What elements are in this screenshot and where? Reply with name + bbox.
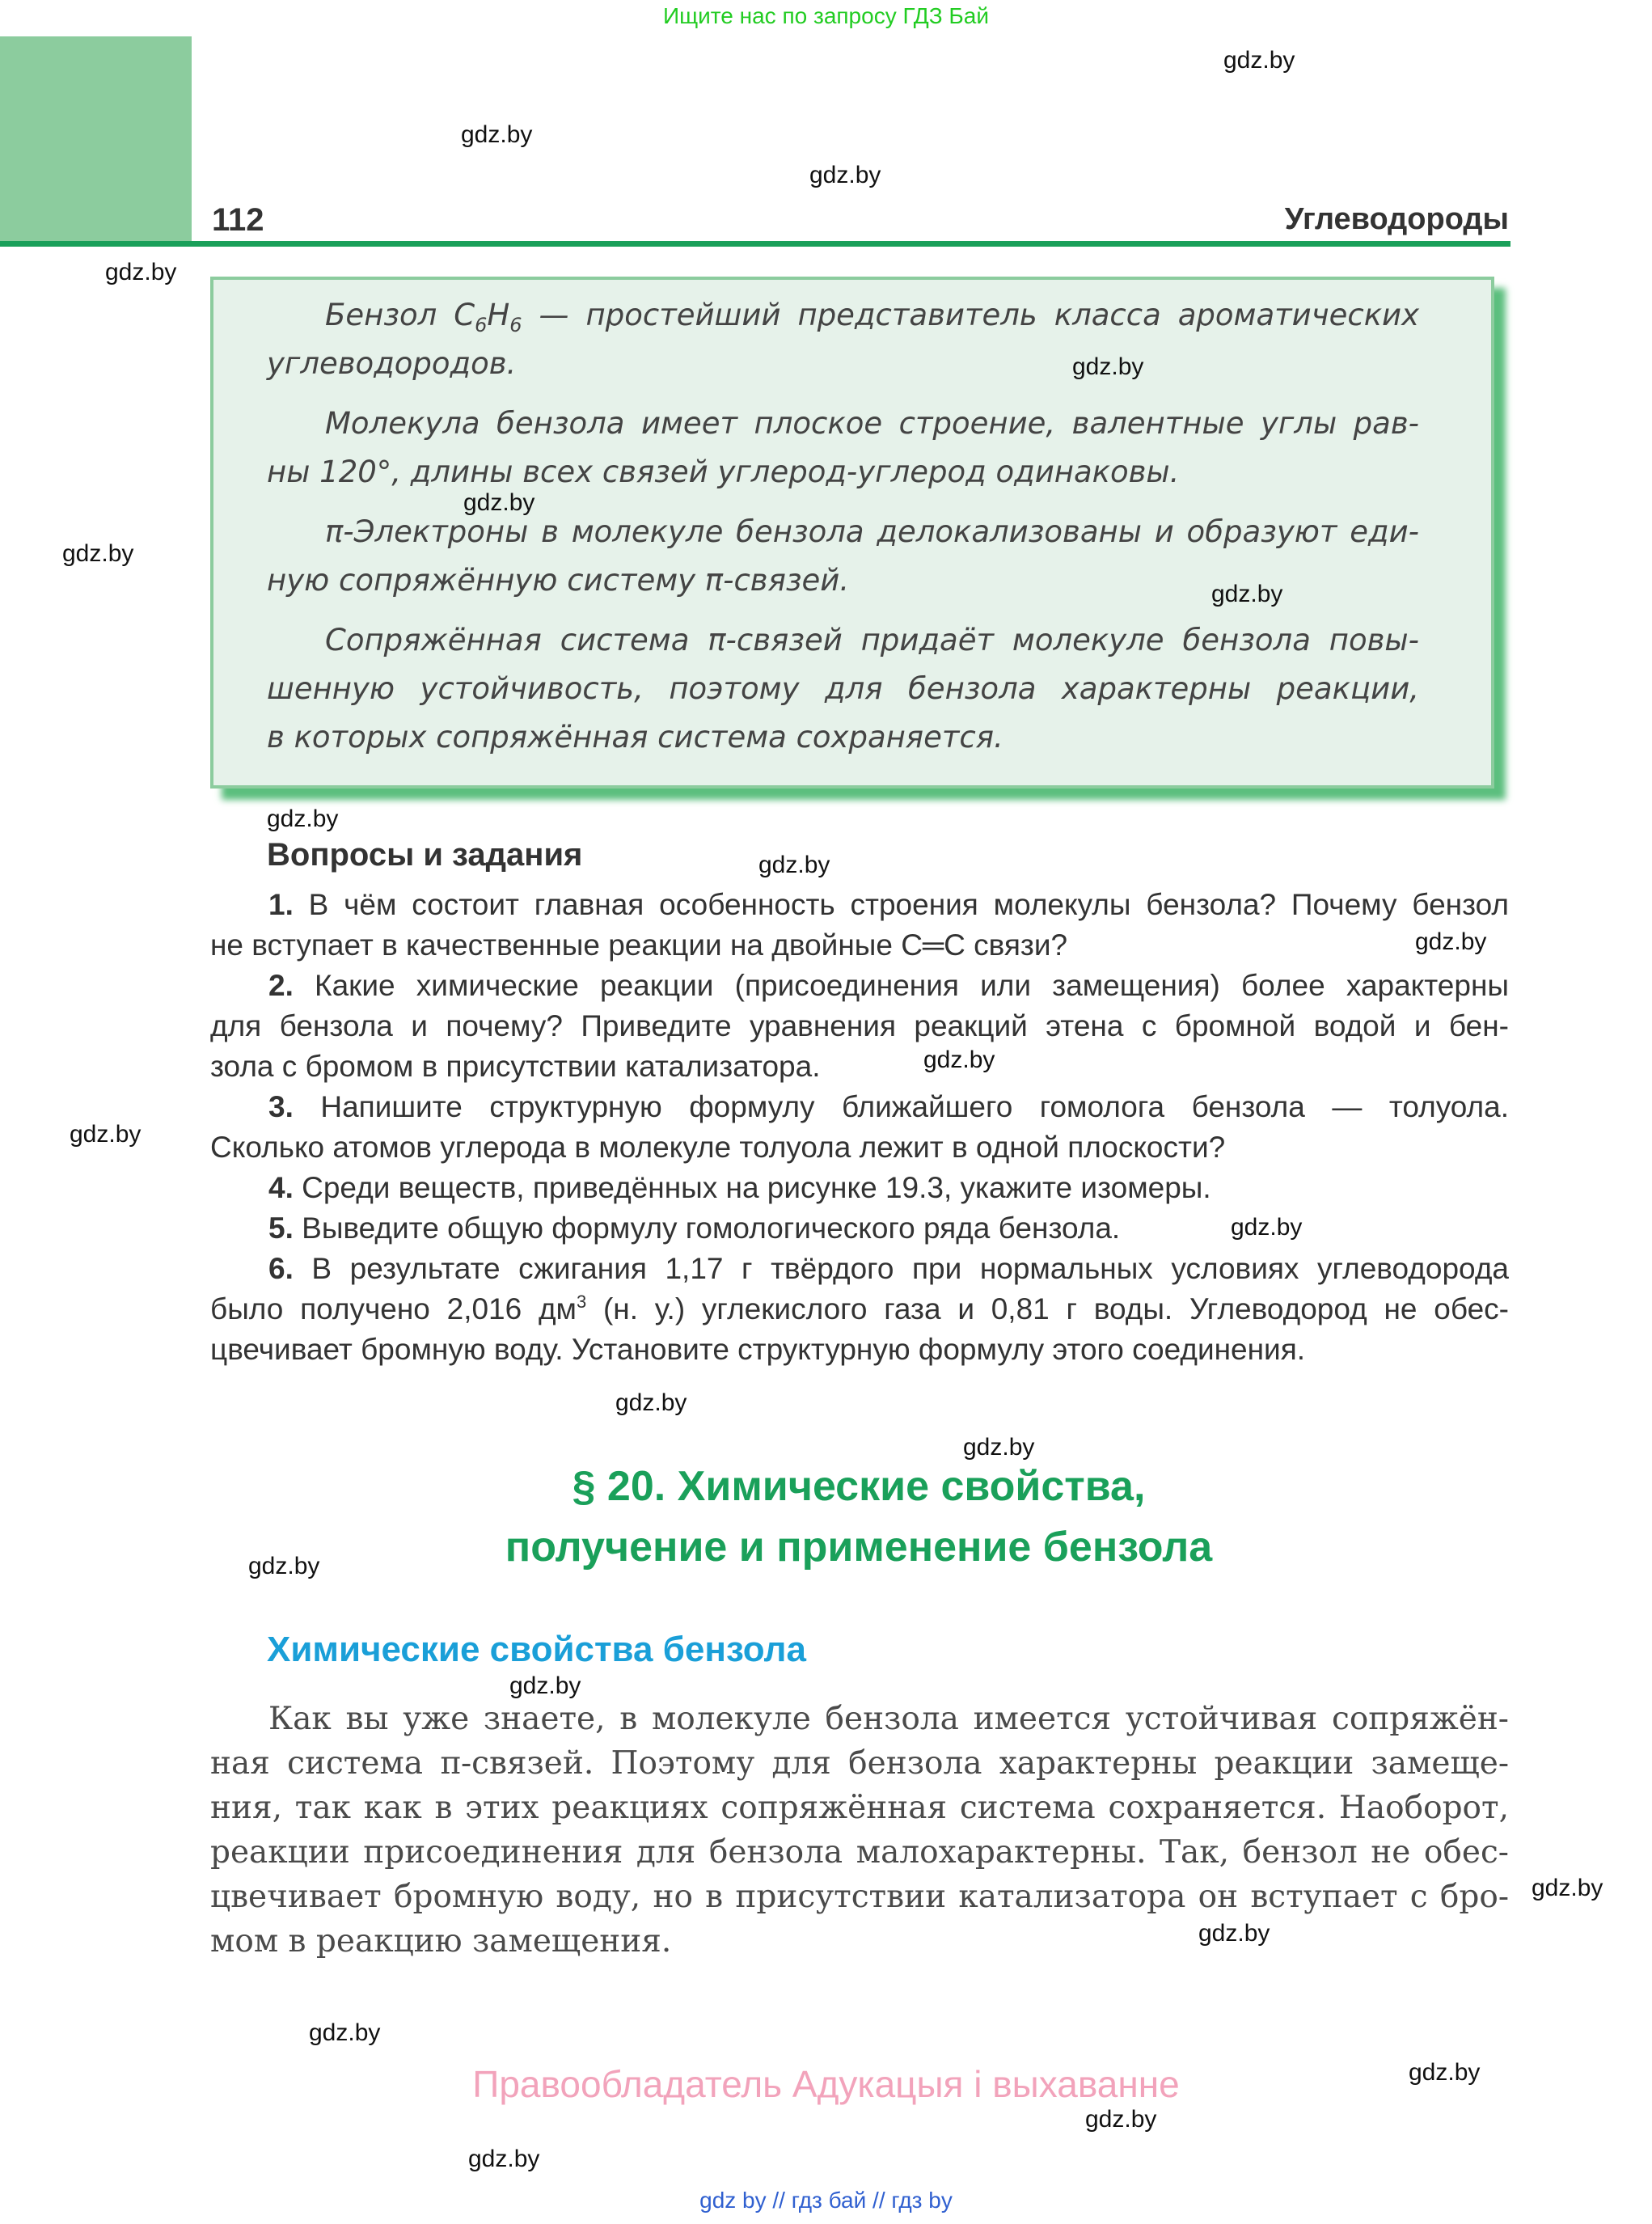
question-line: Сколько атомов углерода в молекуле толуола лежит в одной плоскости? (210, 1131, 1226, 1164)
watermark: gdz.by (62, 540, 134, 567)
body-line: Как вы уже знаете, в молекуле бензола имеется устойчивая сопряжён- (268, 1701, 1509, 1737)
question-number: 2. (268, 969, 294, 1002)
summary-line: Сопряжённая система π-связей придаёт молекуле бензола повы- (325, 623, 1419, 657)
watermark: gdz.by (1415, 928, 1487, 955)
watermark: gdz.by (1532, 1875, 1603, 1901)
watermark: gdz.by (809, 162, 881, 188)
chapter-title: Углеводороды (1284, 202, 1509, 236)
question-line (210, 1087, 1509, 1127)
summary-line: Молекула бензола имеет плоское строение, валентные углы рав- (325, 406, 1419, 441)
watermark: gdz.by (461, 121, 533, 148)
top-ad-text[interactable]: Ищите нас по запросу ГДЗ Бай (662, 3, 990, 28)
text: Выведите общую формулу гомологического ряда бензола. (293, 1211, 1121, 1245)
text: было получено 2,016 дм (210, 1292, 577, 1326)
body-line: реакции присоединения для бензола малохарактерны. Так, бензол не обес- (210, 1834, 1509, 1871)
watermark: gdz.by (1211, 581, 1283, 607)
text: H (487, 298, 510, 332)
watermark: gdz.by (267, 805, 339, 832)
questions-title: Вопросы и задания (267, 837, 583, 873)
question-line (210, 1208, 1509, 1249)
subsection-title: Химические свойства бензола (267, 1630, 806, 1669)
text: — простейший представитель класса ароматических (522, 298, 1419, 332)
section-title-line1: § 20. Химические свойства, (572, 1463, 1146, 1510)
question-line: зола с бромом в присутствии катализатора. (210, 1050, 821, 1083)
copyright-notice: Правообладатель Адукацыя і выхаванне (472, 2063, 1180, 2105)
body-line: цвечивает бромную воду, но в присутствии катализатора он вступает с бро- (210, 1879, 1509, 1915)
summary-line: углеводородов. (267, 346, 517, 381)
summary-line (267, 291, 1419, 340)
body-line: мом в реакцию замещения. (210, 1923, 672, 1960)
subscript: 6 (509, 314, 522, 336)
questions-list (210, 885, 1509, 1370)
watermark: gdz.by (1198, 1920, 1270, 1947)
watermark: gdz.by (1072, 353, 1144, 380)
summary-line: ны 120°, длины всех связей углерод-углерод одинаковы. (267, 455, 1180, 489)
watermark: gdz.by (105, 259, 177, 285)
question-line (210, 1289, 1509, 1330)
text: Среди веществ, приведённых на рисунке 19.3, укажите изомеры. (293, 1171, 1211, 1204)
question-line (210, 885, 1509, 925)
text: Какие химические реакции (присоединения или замещения) более характерны (293, 969, 1509, 1002)
watermark: gdz.by (70, 1121, 142, 1148)
watermark: gdz.by (963, 1434, 1035, 1461)
subscript: 6 (475, 314, 488, 336)
watermark: gdz.by (463, 489, 535, 516)
body-line: ная система π-связей. Поэтому для бензола характерны реакции замеще- (210, 1745, 1509, 1782)
body-line: ния, так как в этих реакциях сопряжённая система сохраняется. Наоборот, (210, 1790, 1509, 1826)
watermark: gdz.by (309, 2019, 381, 2046)
summary-line: шенную устойчивость, поэтому для бензола характерны реакции, (267, 671, 1419, 706)
text: В результате сжигания 1,17 г твёрдого при нормальных условиях углеводорода (293, 1252, 1509, 1285)
text: Бензол C (325, 298, 475, 332)
watermark: gdz.by (1223, 47, 1295, 74)
question-line (210, 966, 1509, 1006)
watermark: gdz.by (248, 1553, 320, 1579)
text: (н. у.) углекислого газа и 0,81 г воды. Углеводород не обес- (586, 1292, 1509, 1326)
text: Напишите структурную формулу ближайшего гомолога бензола — толуола. (293, 1090, 1509, 1123)
question-number: 3. (268, 1090, 294, 1123)
question-number: 5. (268, 1211, 294, 1245)
summary-text (267, 291, 1419, 773)
question-number: 4. (268, 1171, 294, 1204)
watermark: gdz.by (1085, 2106, 1157, 2133)
watermark: gdz.by (615, 1389, 687, 1416)
question-line: цвечивает бромную воду. Установите структурную формулу этого соединения. (210, 1333, 1306, 1366)
question-number: 1. (268, 888, 294, 921)
page-corner-block (0, 36, 192, 245)
superscript: 3 (576, 1292, 587, 1312)
text: В чём состоит главная особенность строения молекулы бензола? Почему бензол (293, 888, 1509, 921)
question-line (210, 1168, 1509, 1208)
question-line (210, 1249, 1509, 1289)
header-rule (0, 241, 1510, 247)
watermark: gdz.by (509, 1672, 581, 1699)
bottom-links[interactable]: gdz by // гдз бай // гдз by (699, 2188, 953, 2213)
body-paragraph (210, 1697, 1509, 1964)
question-line: для бензола и почему? Приведите уравнения реакций этена с бромной водой и бен- (210, 1009, 1509, 1042)
section-title-line2: получение и применение бензола (505, 1524, 1213, 1571)
summary-line: в которых сопряжённая система сохраняется. (267, 720, 1003, 755)
summary-line: ную сопряжённую систему π-связей. (267, 563, 850, 598)
summary-line: π-Электроны в молекуле бензола делокализованы и образуют еди- (325, 514, 1419, 549)
watermark: gdz.by (923, 1046, 995, 1073)
watermark: gdz.by (1231, 1214, 1303, 1241)
question-line: не вступает в качественные реакции на двойные C═C связи? (210, 928, 1068, 962)
watermark: gdz.by (758, 852, 830, 878)
question-number: 6. (268, 1252, 294, 1285)
page-number: 112 (212, 202, 264, 238)
watermark: gdz.by (1409, 2059, 1481, 2086)
watermark: gdz.by (468, 2146, 540, 2172)
